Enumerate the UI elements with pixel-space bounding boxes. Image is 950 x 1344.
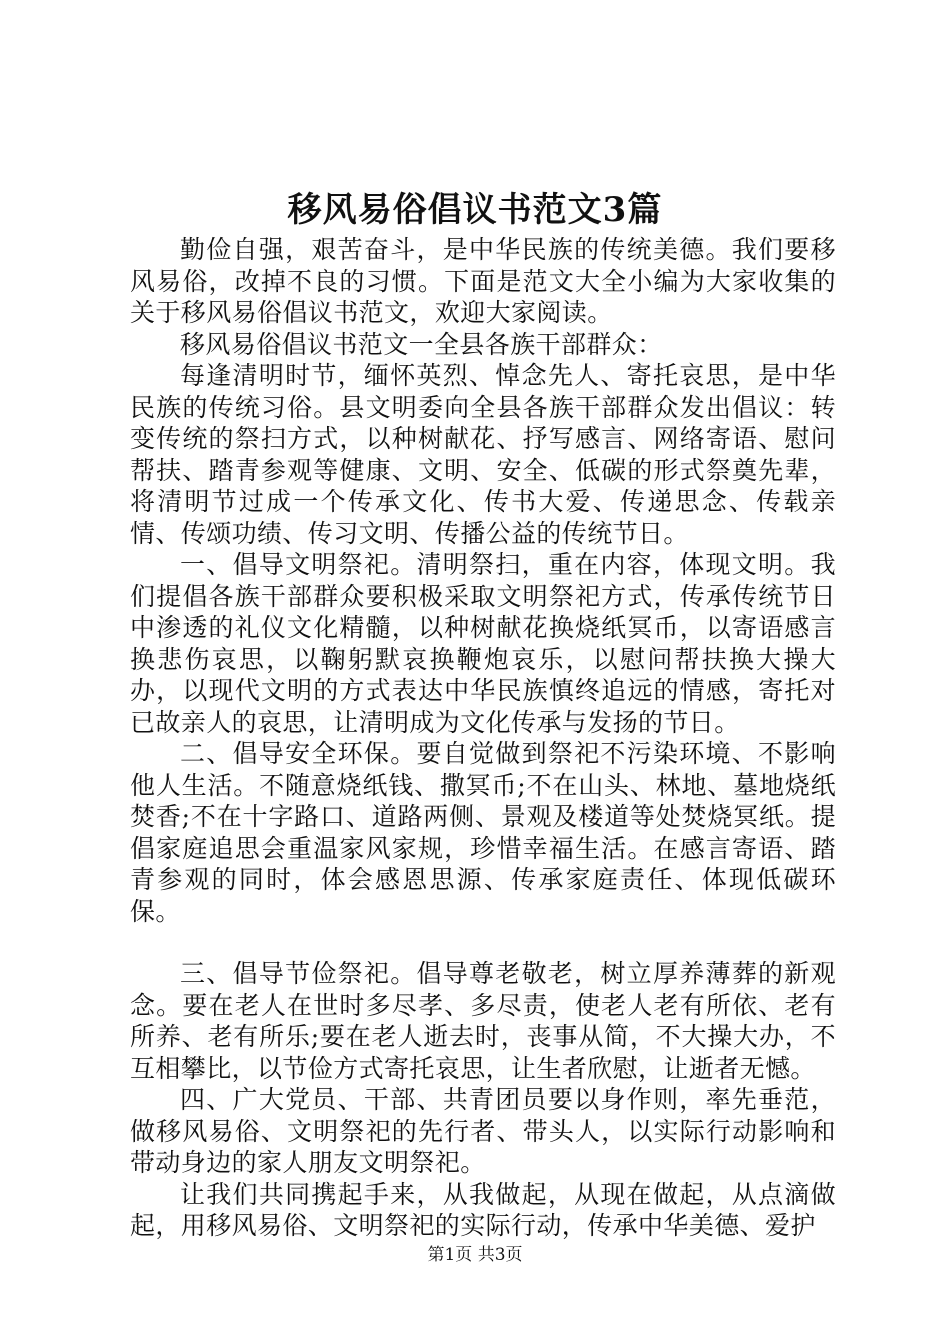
paragraph-intro: 勤俭自强，艰苦奋斗，是中华民族的传统美德。我们要移风易俗，改掉不良的习惯。下面是范文大全小编为大家收集的关于移风易俗倡议书范文，欢迎大家阅读。 bbox=[130, 235, 836, 327]
paragraph-item-3: 三、倡导节俭祭祀。倡导尊老敬老，树立厚养薄葬的新观念。要在老人在世时多尽孝、多尽责，使老人老有所依、老有所养、老有所乐;要在老人逝去时，丧事从简，不大操大办，不互相攀比，以节俭方式寄托哀思，让生者欣慰，让逝者无憾。 bbox=[130, 959, 836, 1083]
paragraph-item-2: 二、倡导安全环保。要自觉做到祭祀不污染环境、不影响他人生活。不随意烧纸钱、撒冥币;不在山头、林地、墓地烧纸焚香;不在十字路口、道路两侧、景观及楼道等处焚烧冥纸。提倡家庭追思会重温家风家规，珍惜幸福生活。在感言寄语、踏青参观的同时，体会感恩思源、传承家庭责任、体现低碳环保。 bbox=[130, 739, 836, 926]
paragraph-salutation: 移风易俗倡议书范文一全县各族干部群众： bbox=[180, 329, 663, 359]
paragraph-item-4: 四、广大党员、干部、共青团员要以身作则，率先垂范，做移风易俗、文明祭祀的先行者、带头人，以实际行动影响和带动身边的家人朋友文明祭祀。 bbox=[130, 1085, 836, 1177]
paragraph-closing: 让我们共同携起手来，从我做起，从现在做起，从点滴做起，用移风易俗、文明祭祀的实际行动，传承中华美德、爱护 bbox=[130, 1179, 836, 1240]
document-title: 移风易俗倡议书范文3篇 bbox=[287, 190, 663, 230]
paragraph-opening: 每逢清明时节，缅怀英烈、悼念先人、寄托哀思，是中华民族的传统习俗。县文明委向全县各族干部群众发出倡议：转变传统的祭扫方式，以种树献花、抒写感言、网络寄语、慰问帮扶、踏青参观等健康、文明、安全、低碳的形式祭奠先辈，将清明节过成一个传承文化、传书大爱、传递思念、传载亲情、传颂功绩、传习文明、传播公益的传统节日。 bbox=[130, 361, 836, 548]
document-body bbox=[130, 234, 836, 1242]
paragraph-item-1: 一、倡导文明祭祀。清明祭扫，重在内容，体现文明。我们提倡各族干部群众要积极采取文明祭祀方式，传承传统节日中渗透的礼仪文化精髓，以种树献花换烧纸冥币，以寄语感言换悲伤哀思，以鞠躬默哀换鞭炮哀乐，以慰问帮扶换大操大办，以现代文明的方式表达中华民族慎终追远的情感，寄托对已故亲人的哀思，让清明成为文化传承与发扬的节日。 bbox=[130, 550, 836, 737]
page-footer: 第1页 共3页 bbox=[427, 1245, 523, 1265]
